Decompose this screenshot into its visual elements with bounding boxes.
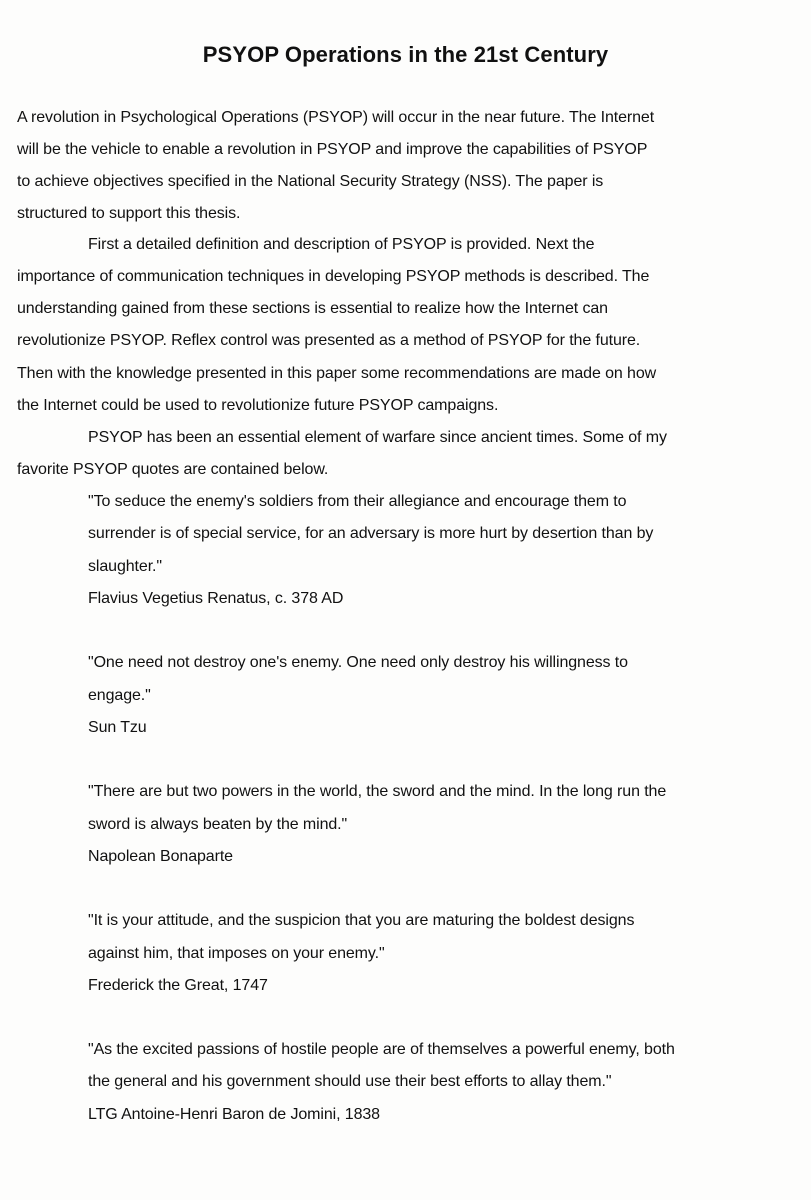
paragraph-1-line-2: will be the vehicle to enable a revolution in PSYOP and improve the capabilities of PSYOP	[17, 141, 648, 158]
paragraph-1-line-3: to achieve objectives specified in the National Security Strategy (NSS). The paper is	[17, 173, 604, 190]
paragraph-2-line-4: revolutionize PSYOP. Reflex control was presented as a method of PSYOP for the future.	[17, 332, 641, 349]
quote-2-line-1: "One need not destroy one's enemy. One need only destroy his willingness to	[88, 654, 628, 671]
quote-4-line-1: "It is your attitude, and the suspicion that you are maturing the boldest designs	[88, 912, 635, 929]
quote-5-attribution: LTG Antoine-Henri Baron de Jomini, 1838	[88, 1106, 380, 1123]
quote-4-line-2: against him, that imposes on your enemy."	[88, 945, 385, 962]
quote-1-line-3: slaughter."	[88, 558, 162, 575]
quote-1-line-1: "To seduce the enemy's soldiers from their allegiance and encourage them to	[88, 493, 627, 510]
quote-2-line-2: engage."	[88, 687, 151, 704]
paragraph-2-line-2: importance of communication techniques in developing PSYOP methods is described. The	[17, 268, 650, 285]
quote-1-attribution: Flavius Vegetius Renatus, c. 378 AD	[88, 590, 344, 607]
quote-1-line-2: surrender is of special service, for an adversary is more hurt by desertion than by	[88, 525, 654, 542]
quote-5-line-1: "As the excited passions of hostile people are of themselves a powerful enemy, both	[88, 1041, 675, 1058]
paragraph-2-line-6: the Internet could be used to revolutionize future PSYOP campaigns.	[17, 397, 499, 414]
paragraph-2-line-3: understanding gained from these sections is essential to realize how the Internet can	[17, 300, 608, 317]
quote-5-line-2: the general and his government should use their best efforts to allay them."	[88, 1073, 612, 1090]
quote-3-attribution: Napolean Bonaparte	[88, 848, 233, 865]
page-title: PSYOP Operations in the 21st Century	[202, 42, 609, 67]
quote-3-line-1: "There are but two powers in the world, the sword and the mind. In the long run the	[88, 783, 667, 800]
quote-2-attribution: Sun Tzu	[88, 719, 147, 736]
quote-3-line-2: sword is always beaten by the mind."	[88, 816, 348, 833]
paragraph-2-line-5: Then with the knowledge presented in this paper some recommendations are made on how	[17, 365, 657, 382]
paragraph-2-line-1: First a detailed definition and description of PSYOP is provided. Next the	[88, 236, 595, 253]
paragraph-3-line-2: favorite PSYOP quotes are contained below.	[17, 461, 329, 478]
paragraph-3-line-1: PSYOP has been an essential element of warfare since ancient times. Some of my	[88, 429, 667, 446]
quote-4-attribution: Frederick the Great, 1747	[88, 977, 268, 994]
paragraph-1-line-4: structured to support this thesis.	[17, 205, 241, 222]
paragraph-1-line-1: A revolution in Psychological Operations (PSYOP) will occur in the near future. The Internet	[17, 109, 655, 126]
